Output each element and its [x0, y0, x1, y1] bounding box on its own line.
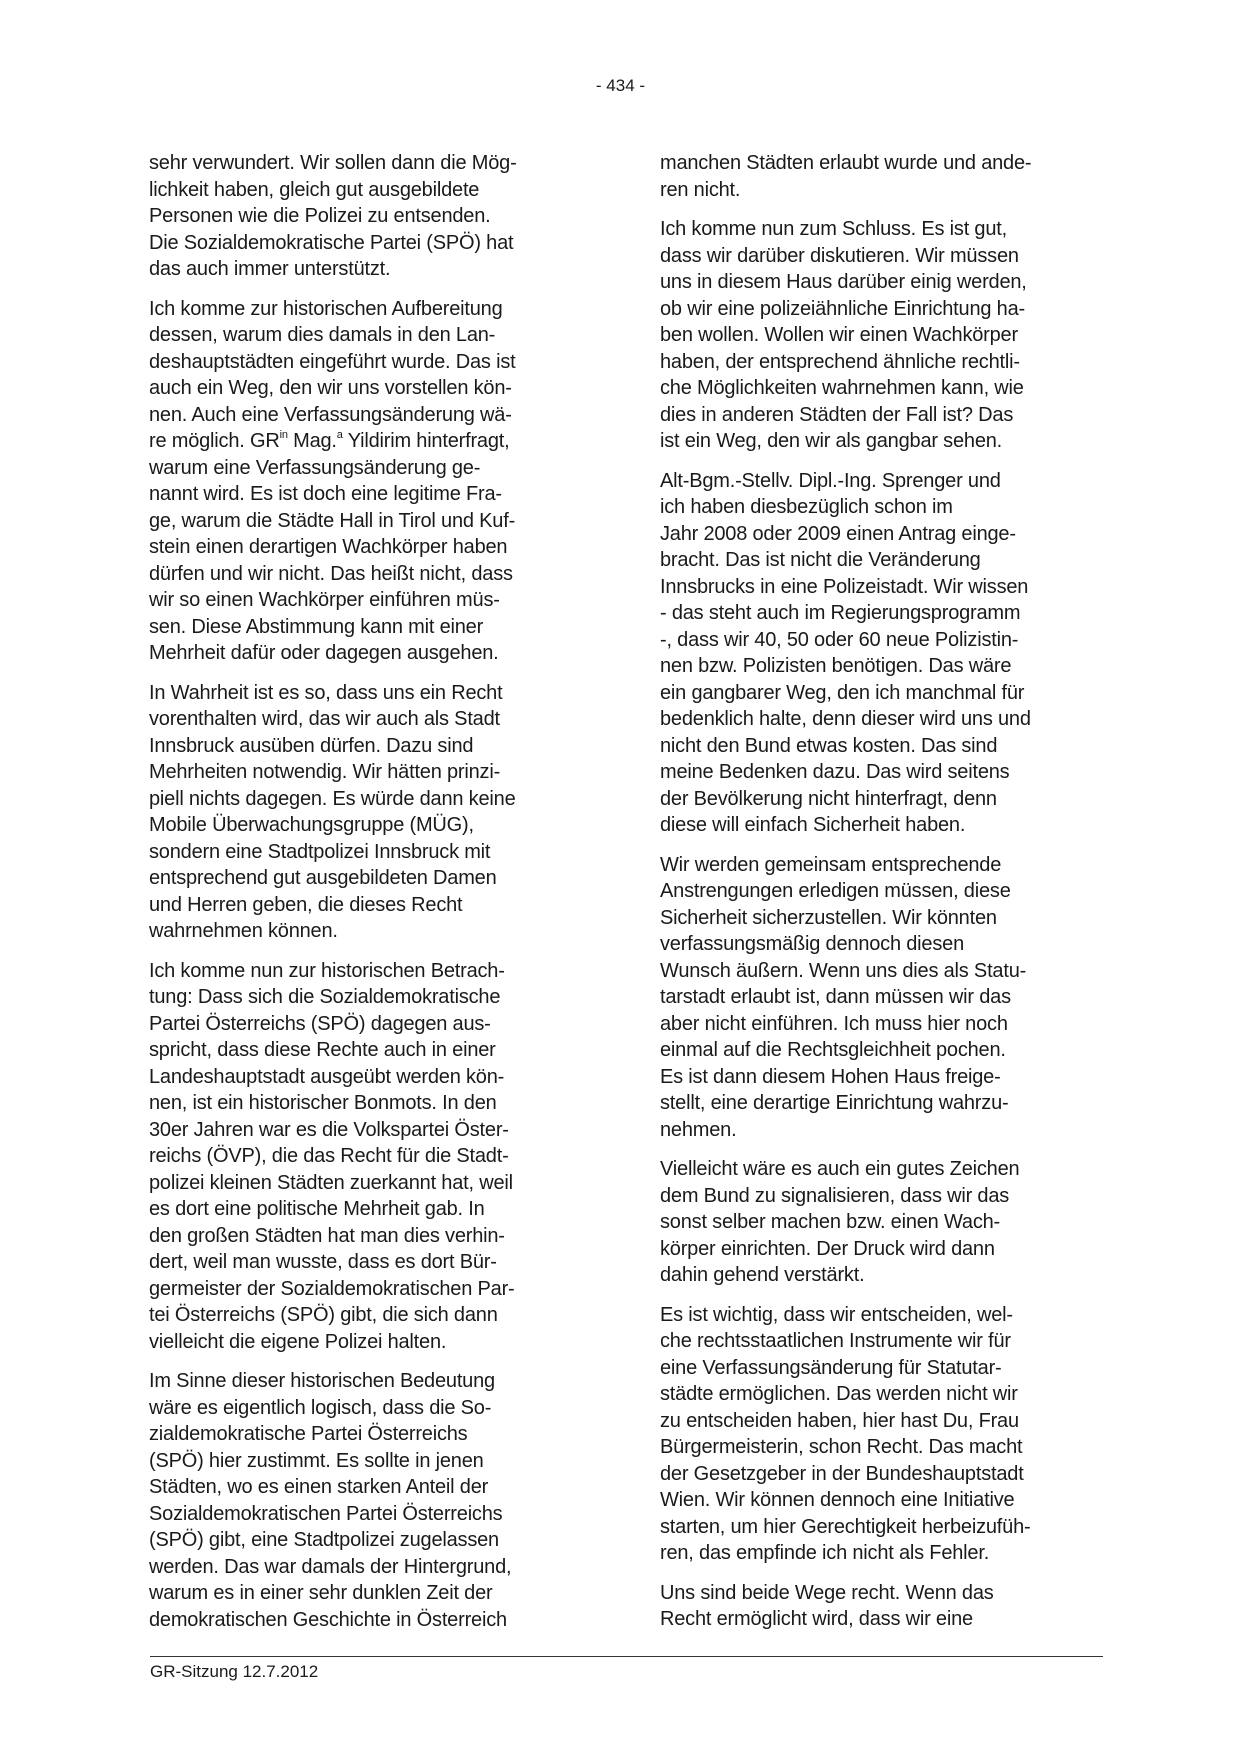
text-line: Mehrheiten notwendig. Wir hätten prinzi-: [149, 761, 501, 783]
page-number: - 434 -: [595, 76, 646, 95]
text-line: Sozialdemokratischen Partei Österreichs: [149, 1502, 503, 1525]
text-line: demokratischen Geschichte in Österreich: [149, 1608, 507, 1631]
footer-divider: [150, 1656, 1103, 1657]
text-line: reichs (ÖVP), die das Recht für die Stadt-: [149, 1145, 509, 1167]
text-line: Partei Österreichs (SPÖ) dagegen aus-: [149, 1012, 491, 1035]
text-line: dahin gehend verstärkt.: [660, 1264, 865, 1286]
text-line: diese will einfach Sicherheit haben.: [660, 814, 966, 836]
text-line: warum eine Verfassungsänderung ge-: [149, 456, 481, 479]
text-line: Uns sind beide Wege recht. Wenn das: [660, 1581, 994, 1604]
paragraph: [660, 216, 1105, 455]
text-line: körper einrichten. Der Druck wird dann: [660, 1237, 995, 1260]
text-line: Anstrengungen erledigen müssen, diese: [660, 880, 1011, 902]
text-line: ren nicht.: [660, 178, 741, 201]
text-line: dass wir darüber diskutieren. Wir müssen: [660, 244, 1019, 267]
text-line: -, dass wir 40, 50 oder 60 neue Polizistin-: [660, 628, 1019, 651]
text-line: (SPÖ) gibt, eine Stadtpolizei zugelassen: [149, 1529, 499, 1551]
text-line: tung: Dass sich die Sozialdemokratische: [149, 986, 501, 1008]
text-line: stellt, eine derartige Einrichtung wahrzu-: [660, 1092, 1009, 1114]
text-line: lichkeit haben, gleich gut ausgebildete: [149, 178, 480, 201]
text-line: nicht den Bund etwas kosten. Das sind: [660, 734, 998, 757]
paragraph: [660, 150, 1105, 203]
text-line: dies in anderen Städten der Fall ist? Das: [660, 403, 1014, 426]
text-line: warum es in einer sehr dunklen Zeit der: [149, 1582, 493, 1604]
text-line: Städten, wo es einen starken Anteil der: [149, 1476, 489, 1498]
text-line: zialdemokratische Partei Österreichs: [149, 1423, 468, 1445]
text-line: den großen Städten hat man dies verhin-: [149, 1224, 505, 1247]
text-line: Bürgermeisterin, schon Recht. Das macht: [660, 1436, 1023, 1458]
text-line: dürfen und wir nicht. Das heißt nicht, dass: [149, 562, 513, 585]
text-line: che rechtsstaatlichen Instrumente wir für: [660, 1330, 1011, 1352]
text-line: der Gesetzgeber in der Bundeshauptstadt: [660, 1462, 1024, 1485]
text-line: spricht, dass diese Rechte auch in einer: [149, 1039, 496, 1061]
text-line: Es ist dann diesem Hohen Haus freige-: [660, 1065, 1001, 1088]
right-column: [660, 150, 1105, 1646]
text-line: che Möglichkeiten wahrnehmen kann, wie: [660, 377, 1024, 399]
text-line: das auch immer unterstützt.: [149, 258, 391, 280]
text-line: bracht. Das ist nicht die Veränderung: [660, 549, 981, 571]
text-line: sondern eine Stadtpolizei Innsbruck mit: [149, 840, 491, 863]
text-line: Wunsch äußern. Wenn uns dies als Statu-: [660, 959, 1027, 982]
text-line: deshauptstädten eingeführt wurde. Das ist: [149, 350, 516, 373]
text-line: Personen wie die Polizei zu entsenden.: [149, 205, 491, 227]
text-line: zu entscheiden haben, hier hast Du, Frau: [660, 1409, 1019, 1432]
text-line: Ich komme nun zur historischen Betrach-: [149, 959, 505, 982]
text-line: Wien. Wir können dennoch eine Initiative: [660, 1489, 1015, 1511]
text-line: Im Sinne dieser historischen Bedeutung: [149, 1370, 495, 1392]
text-line: Alt-Bgm.-Stellv. Dipl.-Ing. Sprenger und: [660, 469, 1001, 492]
text-line: dessen, warum dies damals in den Lan-: [149, 324, 496, 346]
text-line: Innsbrucks in eine Polizeistadt. Wir wissen: [660, 575, 1029, 598]
text-line: nannt wird. Es ist doch eine legitime Fra-: [149, 483, 502, 505]
paragraph: [660, 1580, 1105, 1633]
text-line: - das steht auch im Regierungsprogramm: [660, 602, 1021, 624]
text-line: Recht ermöglicht wird, dass wir eine: [660, 1608, 973, 1630]
paragraph: [660, 468, 1105, 839]
text-line: nen bzw. Polizisten benötigen. Das wäre: [660, 655, 1012, 677]
superscript: in: [279, 429, 288, 441]
text-line: (SPÖ) hier zustimmt. Es sollte in jenen: [149, 1449, 484, 1472]
text-line: Landeshauptstadt ausgeübt werden kön-: [149, 1065, 505, 1088]
text-line: [149, 428, 594, 455]
text-line: Sicherheit sicherzustellen. Wir könnten: [660, 906, 997, 929]
text-line: der Bevölkerung nicht hinterfragt, denn: [660, 787, 997, 810]
paragraph: [149, 150, 594, 283]
text-line: starten, um hier Gerechtigkeit herbeizufüh-: [660, 1515, 1031, 1538]
text-line: tarstadt erlaubt ist, dann müssen wir das: [660, 986, 1011, 1008]
text-line: Die Sozialdemokratische Partei (SPÖ) hat: [149, 231, 514, 254]
text-line: Innsbruck ausüben dürfen. Dazu sind: [149, 734, 474, 757]
text-line: Vielleicht wäre es auch ein gutes Zeichen: [660, 1158, 1020, 1180]
text-line: germeister der Sozialdemokratischen Par-: [149, 1277, 515, 1300]
text-line: ben wollen. Wollen wir einen Wachkörper: [660, 324, 1018, 346]
paragraph: [149, 296, 594, 667]
text-segment: Yildirim hinterfragt,: [342, 430, 510, 452]
text-line: Mobile Überwachungsgruppe (MÜG),: [149, 814, 474, 836]
text-line: ist ein Weg, den wir als gangbar sehen.: [660, 430, 1003, 452]
text-line: aber nicht einführen. Ich muss hier noch: [660, 1012, 1008, 1035]
paragraph: [660, 1156, 1105, 1289]
text-segment: Mag.: [287, 430, 337, 452]
text-line: In Wahrheit ist es so, dass uns ein Recht: [149, 681, 503, 704]
text-line: ob wir eine polizeiähnliche Einrichtung ha-: [660, 297, 1025, 320]
text-line: nen, ist ein historischer Bonmots. In den: [149, 1092, 497, 1114]
text-line: polizei kleinen Städten zuerkannt hat, weil: [149, 1171, 513, 1194]
superscript: a: [336, 429, 343, 441]
text-line: Ich komme zur historischen Aufbereitung: [149, 297, 503, 320]
footer-session-date: GR-Sitzung 12.7.2012: [150, 1662, 319, 1681]
left-column: [149, 150, 594, 1646]
text-line: vielleicht die eigene Polizei halten.: [149, 1330, 447, 1353]
text-line: sehr verwundert. Wir sollen dann die Mög-: [149, 152, 517, 174]
text-segment: re möglich. GR: [149, 430, 280, 452]
text-line: eine Verfassungsänderung für Statutar-: [660, 1356, 1002, 1379]
text-line: nen. Auch eine Verfassungsänderung wä-: [149, 403, 512, 426]
text-line: dert, weil man wusste, dass es dort Bür-: [149, 1251, 497, 1273]
text-line: vorenthalten wird, das wir auch als Stadt: [149, 708, 500, 730]
text-line: uns in diesem Haus darüber einig werden,: [660, 271, 1027, 293]
text-line: ren, das empfinde ich nicht als Fehler.: [660, 1542, 990, 1564]
text-line: werden. Das war damals der Hintergrund,: [149, 1555, 512, 1578]
paragraph: [149, 958, 594, 1356]
text-line: nehmen.: [660, 1118, 737, 1141]
text-line: bedenklich halte, denn dieser wird uns und: [660, 708, 1031, 730]
paragraph: [149, 680, 594, 945]
text-line: verfassungsmäßig dennoch diesen: [660, 933, 964, 955]
text-line: sonst selber machen bzw. einen Wach-: [660, 1211, 1001, 1233]
text-line: wir so einen Wachkörper einführen müs-: [149, 589, 500, 611]
text-line: manchen Städten erlaubt wurde und ande-: [660, 152, 1032, 174]
text-line: ich haben diesbezüglich schon im: [660, 496, 953, 518]
text-line: auch ein Weg, den wir uns vorstellen kön-: [149, 377, 512, 399]
paragraph: [660, 1302, 1105, 1567]
text-line: Es ist wichtig, dass wir entscheiden, wel-: [660, 1303, 1013, 1326]
text-line: wahrnehmen können.: [149, 920, 338, 942]
text-line: haben, der entsprechend ähnliche rechtli-: [660, 350, 1020, 373]
text-line: städte ermöglichen. Das werden nicht wir: [660, 1383, 1018, 1405]
paragraph: [660, 852, 1105, 1144]
text-line: entsprechend gut ausgebildeten Damen: [149, 867, 497, 889]
text-line: ge, warum die Städte Hall in Tirol und Kuf-: [149, 509, 516, 532]
text-line: tei Österreichs (SPÖ) gibt, die sich dann: [149, 1304, 498, 1326]
text-line: Jahr 2008 oder 2009 einen Antrag einge-: [660, 522, 1016, 545]
text-line: dem Bund zu signalisieren, dass wir das: [660, 1184, 1010, 1207]
text-line: es dort eine politische Mehrheit gab. In: [149, 1198, 485, 1220]
paragraph: [149, 1368, 594, 1633]
text-line: piell nichts dagegen. Es würde dann keine: [149, 787, 516, 810]
text-line: einmal auf die Rechtsgleichheit pochen.: [660, 1039, 1006, 1061]
text-line: und Herren geben, die dieses Recht: [149, 893, 463, 916]
text-line: stein einen derartigen Wachkörper haben: [149, 536, 508, 558]
text-line: 30er Jahren war es die Volkspartei Öster-: [149, 1118, 509, 1141]
text-line: meine Bedenken dazu. Das wird seitens: [660, 761, 1010, 783]
text-line: Mehrheit dafür oder dagegen ausgehen.: [149, 642, 499, 664]
text-line: wäre es eigentlich logisch, dass die So-: [149, 1396, 492, 1419]
text-line: sen. Diese Abstimmung kann mit einer: [149, 615, 484, 638]
text-line: Ich komme nun zum Schluss. Es ist gut,: [660, 218, 1007, 240]
text-line: Wir werden gemeinsam entsprechende: [660, 853, 1002, 876]
text-line: ein gangbarer Weg, den ich manchmal für: [660, 681, 1025, 704]
